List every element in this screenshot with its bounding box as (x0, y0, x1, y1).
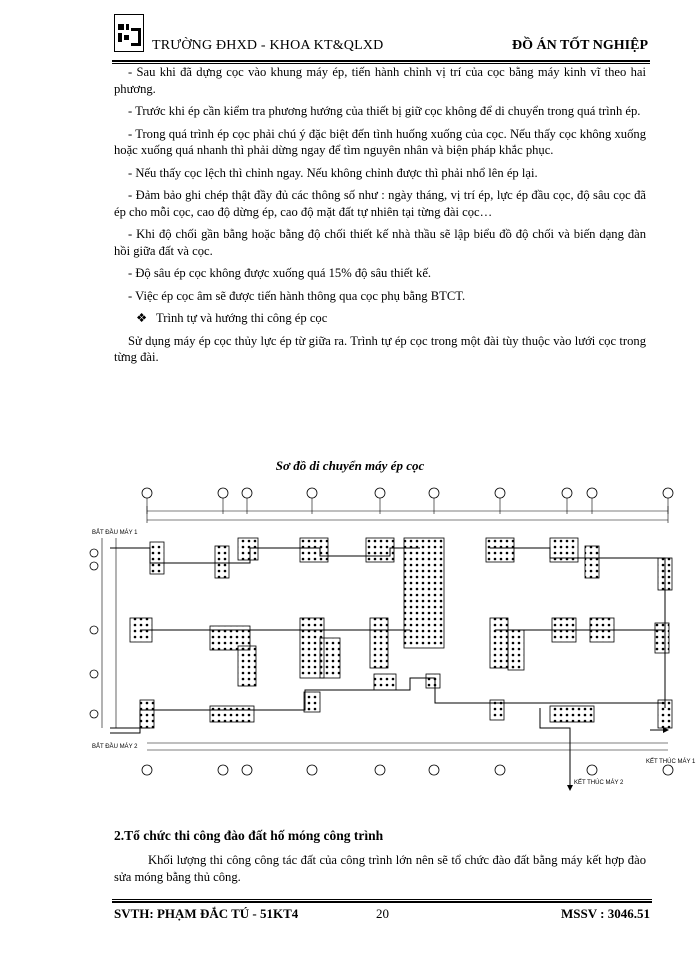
grid-axis-top (142, 488, 673, 514)
machine-route (110, 548, 668, 790)
page-footer (112, 906, 652, 926)
dimension-lines-bottom (147, 743, 668, 750)
end-machine-2-label: KẾT THÚC MÁY 2 (574, 780, 624, 786)
header-project-title: ĐỒ ÁN TỐT NGHIỆP (511, 38, 648, 53)
pile-cap (404, 538, 444, 648)
end-machine-1-label: KẾT THÚC MÁY 1 (646, 759, 696, 765)
pile-cap (370, 618, 388, 668)
body-text (114, 64, 646, 366)
paragraph: Sử dụng máy ép cọc thủy lực ép từ giữa ra. Trình tự ép cọc trong một đài tùy thuộc vào lưới cọc trong từng đài. (114, 333, 646, 364)
footer-student-id: MSSV : 3046.51 (561, 906, 650, 921)
bullet-item (114, 310, 646, 327)
pile-cap (320, 638, 340, 678)
pile-cap (552, 618, 576, 642)
paragraph: - Việc ép cọc âm sẽ được tiến hành thông qua cọc phụ bằng BTCT. (128, 288, 466, 303)
paragraph: - Trong quá trình ép cọc phải chú ý đặc biệt đến tình huống xuống của cọc. Nếu thấy cọc không xuống hoặc xuống quá nhanh thì phải dừng ngay để tìm nguyên nhân và biện pháp khắc phục. (114, 126, 646, 157)
diamond-bullet-icon: ❖ (136, 311, 148, 325)
grid-axis-bottom (142, 765, 673, 775)
start-machine-1-label: BẮT ĐẦU MÁY 1 (92, 530, 138, 536)
paragraph: - Nếu thấy cọc lệch thì chỉnh ngay. Nếu không chỉnh được thì phải nhổ lên ép lại. (128, 165, 538, 180)
paragraph: - Sau khi đã dựng cọc vào khung máy ép, tiến hành chỉnh vị trí của cọc bằng máy kinh vĩ theo hai phương. (114, 65, 646, 96)
pile-cap (550, 538, 578, 562)
pile-cap (490, 618, 508, 668)
pile-cap (238, 646, 256, 686)
footer-student: SVTH: PHẠM ĐẮC TÚ - 51KT4 (114, 906, 299, 921)
pile-cap (655, 623, 669, 653)
pile-cap (366, 538, 394, 562)
header-school-name: TRƯỜNG ĐHXD - KHOA KT&QLXD (152, 38, 384, 53)
bullet-text: Trình tự và hướng thi công ép cọc (156, 311, 328, 325)
pile-cap (490, 700, 504, 720)
university-logo-icon (114, 14, 144, 52)
pile-cap (658, 700, 672, 728)
pile-cap (140, 700, 154, 728)
pile-cap (658, 558, 672, 590)
pile-cap (215, 546, 229, 578)
start-machine-2-label: BẮT ĐẦU MÁY 2 (92, 744, 138, 750)
pile-cap (300, 538, 328, 562)
grid-axis-left (90, 538, 116, 728)
pile-cap (550, 706, 594, 722)
section-body: Khối lượng thi công công tác đất của công trình lớn nên sẽ tổ chức đào đất bằng máy kết hợp đào sửa móng bằng thủ công. (114, 853, 646, 884)
pile-cap (150, 542, 164, 574)
paragraph: - Khi độ chối gần bằng hoặc bằng độ chối thiết kế nhà thầu sẽ lập biểu đồ độ chối và biến dạng đàn hồi giữa đất và cọc. (114, 227, 646, 258)
pile-cap (130, 618, 152, 642)
pile-cap (374, 674, 396, 690)
page-header (112, 8, 650, 60)
pile-cap (210, 706, 254, 722)
pile-cap (508, 630, 524, 670)
pile-cap (304, 692, 320, 712)
section-title: 2.Tổ chức thi công đào đất hố móng công trình (114, 828, 384, 843)
pile-cap (590, 618, 614, 642)
footer-rule (112, 899, 652, 903)
pile-driving-machine-route-diagram (90, 478, 696, 798)
diagram-title: Sơ đồ di chuyển máy ép cọc (275, 458, 425, 473)
pile-cap (585, 546, 599, 578)
paragraph: - Trước khi ép cần kiểm tra phương hướng của thiết bị giữ cọc không để di chuyển trong quá trình ép. (128, 104, 641, 118)
paragraph: - Độ sâu ép cọc không được xuống quá 15% độ sâu thiết kế. (128, 266, 432, 280)
dimension-lines-top (147, 506, 668, 523)
pile-cap (426, 674, 440, 688)
page-number: 20 (376, 906, 389, 921)
pile-caps (130, 538, 672, 728)
pile-cap (486, 538, 514, 562)
paragraph: - Đảm bảo ghi chép thật đầy đủ các thông số như : ngày tháng, vị trí ép, lực ép đầu cọc, độ sâu cọc đã ép cho mỗi cọc, cao độ dừng ép, cao độ mặt đất tự nhiên tại từng đài cọc… (114, 188, 646, 219)
pile-cap (238, 538, 258, 560)
